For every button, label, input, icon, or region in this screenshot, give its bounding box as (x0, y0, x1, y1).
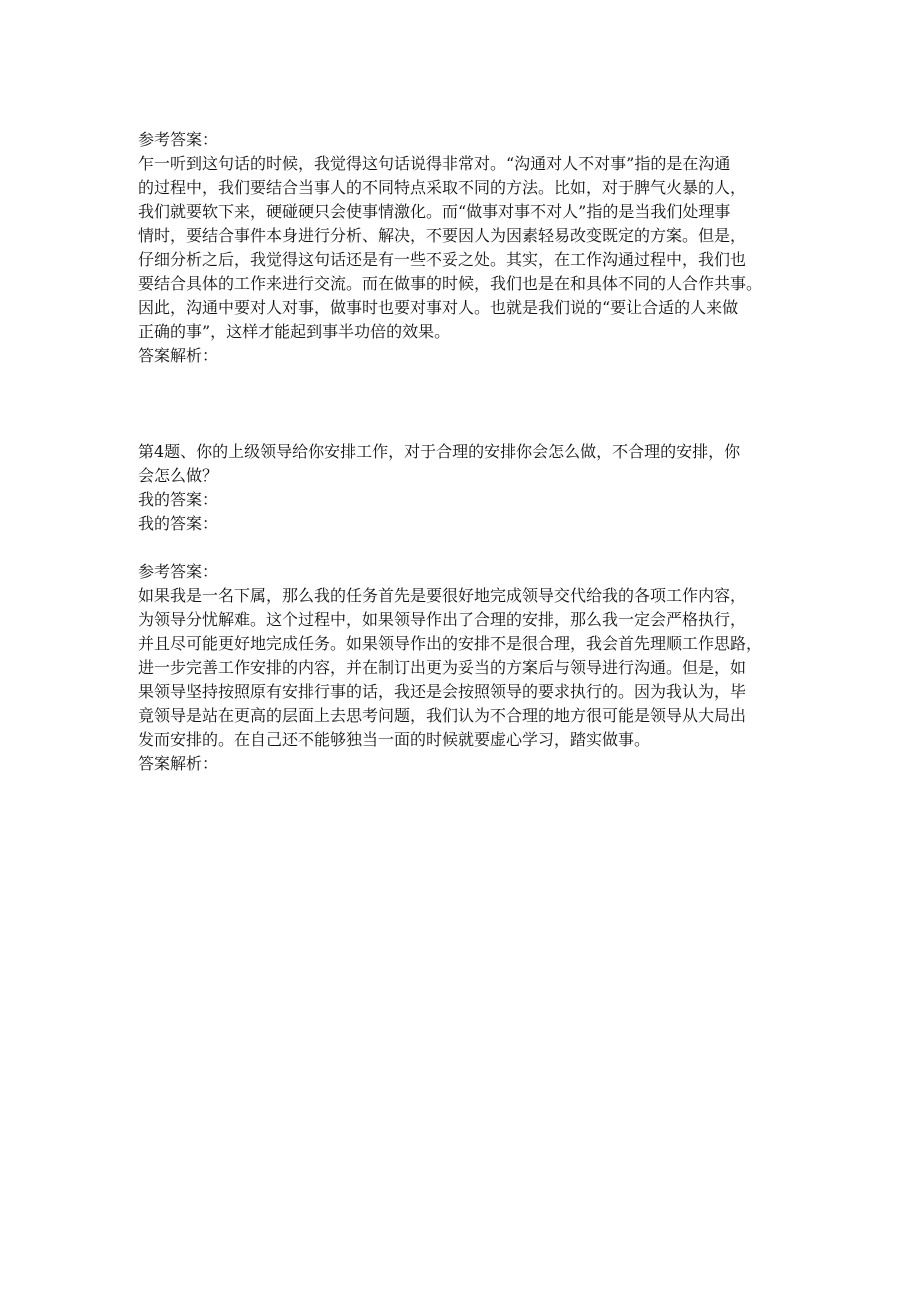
reference-answer-line: 乍一听到这句话的时候，我觉得这句话说得非常对。“沟通对人不对事”指的是在沟通 (138, 154, 731, 173)
answer-analysis-label: 答案解析： (138, 346, 219, 365)
reference-answer-line: 的过程中，我们要结合当事人的不同特点采取不同的方法。比如，对于脾气火暴的人， (138, 178, 747, 197)
question-4 (138, 440, 788, 776)
my-answer-label: 我的答案： (138, 514, 219, 533)
reference-answer-line: 正确的事”，这样才能起到事半功倍的效果。 (138, 322, 451, 341)
reference-answer-label: 参考答案： (138, 562, 219, 581)
answer-analysis-label: 答案解析： (138, 754, 219, 773)
reference-answer-line: 进一步完善工作安排的内容，并在制订出更为妥当的方案后与领导进行沟通。但是，如 (138, 658, 747, 677)
reference-answer-line: 果领导坚持按照原有安排行事的话，我还是会按照领导的要求执行的。因为我认为，毕 (138, 682, 747, 701)
reference-answer-line: 发而安排的。在自己还不能够独当一面的时候就要虚心学习，踏实做事。 (138, 730, 651, 749)
reference-answer-line: 仔细分析之后，我觉得这句话还是有一些不妥之处。其实，在工作沟通过程中，我们也 (138, 250, 747, 269)
reference-answer-line: 为领导分忧解难。这个过程中，如果领导作出了合理的安排，那么我一定会严格执行， (138, 610, 747, 629)
section-1 (138, 128, 788, 368)
question-text-line: 第4题、你的上级领导给你安排工作，对于合理的安排你会怎么做，不合理的安排，你 (138, 442, 741, 461)
spacer (138, 368, 788, 440)
reference-answer-line: 如果我是一名下属，那么我的任务首先是要很好地完成领导交代给我的各项工作内容， (138, 586, 747, 605)
reference-answer-label: 参考答案： (138, 130, 219, 149)
reference-answer-line: 要结合具体的工作来进行交流。而在做事的时候，我们也是在和具体不同的人合作共事。 (138, 274, 763, 293)
question-text-line: 会怎么做？ (138, 466, 219, 485)
my-answer-label: 我的答案： (138, 490, 219, 509)
reference-answer-line: 情时，要结合事件本身进行分析、解决，不要因人为因素轻易改变既定的方案。但是， (138, 226, 747, 245)
reference-answer-line: 我们就要软下来，硬碰硬只会使事情激化。而“做事对事不对人”指的是当我们处理事 (138, 202, 731, 221)
spacer (138, 536, 788, 560)
document-page (138, 128, 788, 776)
reference-answer-line: 竟领导是站在更高的层面上去思考问题，我们认为不合理的地方很可能是领导从大局出 (138, 706, 747, 725)
reference-answer-line: 因此，沟通中要对人对事，做事时也要对事对人。也就是我们说的“要让合适的人来做 (138, 298, 739, 317)
reference-answer-line: 并且尽可能更好地完成任务。如果领导作出的安排不是很合理，我会首先理顺工作思路， (138, 634, 763, 653)
